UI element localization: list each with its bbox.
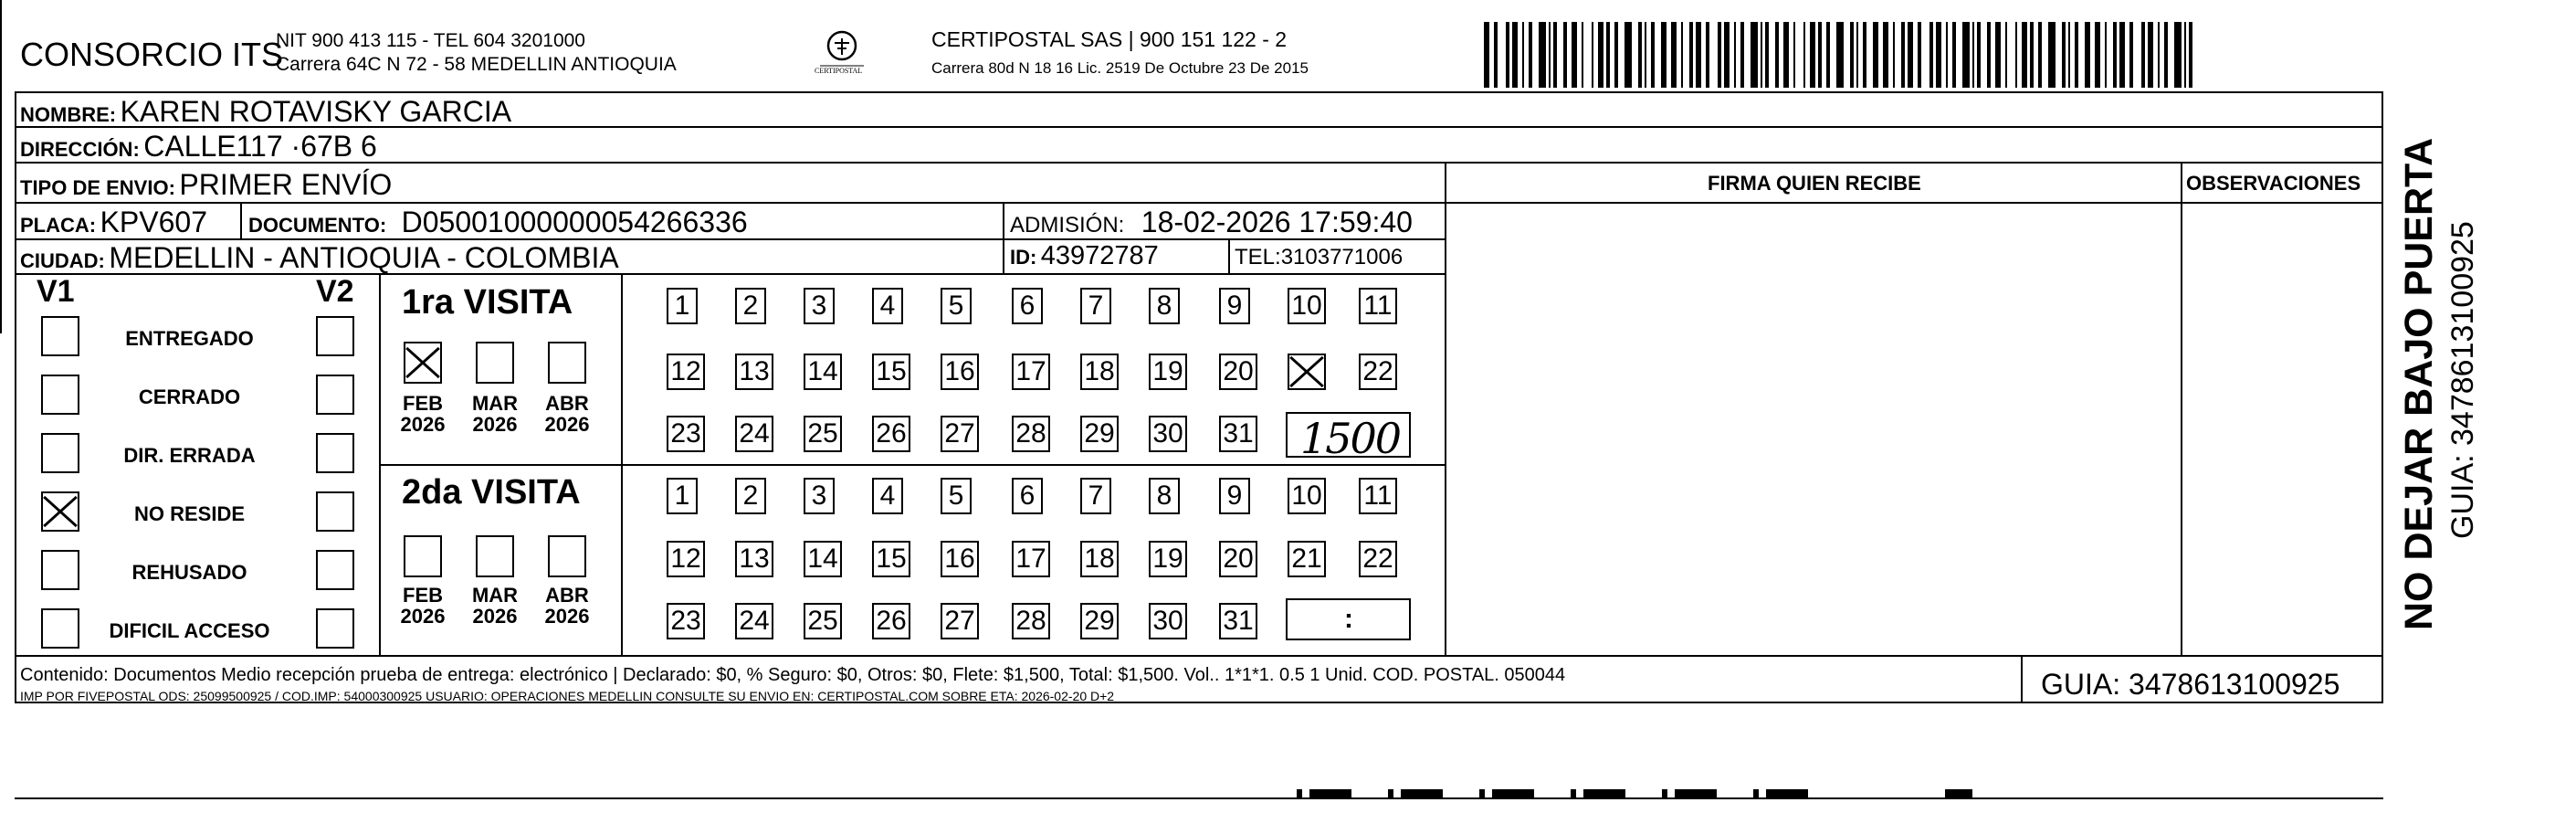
col-header-rule <box>1445 202 2383 204</box>
barcode-bar <box>1761 22 1762 88</box>
next-label-mark-2 <box>1945 789 1972 798</box>
type-row <box>20 170 392 199</box>
day-box-6[interactable]: 6 <box>1012 288 1043 324</box>
barcode-bar <box>1856 22 1858 88</box>
day-box-2[interactable]: 2 <box>735 288 766 324</box>
barcode-bar <box>1836 22 1844 88</box>
day-box-28[interactable]: 28 <box>1012 603 1050 639</box>
month-year: 2026 <box>544 413 590 437</box>
status-label: CERRADO <box>138 385 241 408</box>
admission-cell <box>1010 207 1413 237</box>
day-box-11[interactable]: 11 <box>1359 478 1397 514</box>
day-box-8[interactable]: 8 <box>1149 478 1180 514</box>
barcode-bar <box>1706 22 1709 88</box>
day-box-14[interactable]: 14 <box>804 541 842 577</box>
day-box-16[interactable]: 16 <box>941 354 979 390</box>
barcode-bar <box>2005 22 2007 88</box>
day-box-5[interactable]: 5 <box>941 478 972 514</box>
barcode-bar <box>1606 22 1610 88</box>
month-label <box>463 393 527 435</box>
barcode-bar <box>2148 22 2153 88</box>
day-box-26[interactable]: 26 <box>872 416 910 452</box>
barcode-bar <box>1803 22 1805 88</box>
day-box-15[interactable]: 15 <box>872 541 910 577</box>
day-box-5[interactable]: 5 <box>941 288 972 324</box>
barcode-bar <box>1952 22 1956 88</box>
barcode-bar <box>1783 22 1789 88</box>
day-box-15[interactable]: 15 <box>872 354 910 390</box>
barcode-bar <box>1506 22 1509 88</box>
col-rule-admission <box>1003 202 1004 273</box>
visit-divider <box>379 464 1445 466</box>
barcode-bar <box>1793 22 1795 88</box>
row-rule-3 <box>15 202 1446 204</box>
barcode-bar <box>1818 22 1822 88</box>
day-box-3[interactable]: 3 <box>804 288 835 324</box>
status-label: DIFICIL ACCESO <box>109 619 270 642</box>
barcode-bar <box>1740 22 1744 88</box>
barcode-bar <box>2075 22 2078 88</box>
month-year: 2026 <box>472 413 518 437</box>
id-value: 43972787 <box>1040 241 1159 270</box>
barcode-bar <box>1563 22 1567 88</box>
day-box-12[interactable]: 12 <box>667 541 705 577</box>
company-name: CONSORCIO ITS <box>20 36 284 73</box>
second-visit-time: : <box>1344 604 1353 634</box>
barcode-bar <box>1671 22 1677 88</box>
certipostal-logo <box>815 27 869 79</box>
day-box-18[interactable]: 18 <box>1080 354 1119 390</box>
next-label-top-rule <box>15 797 2383 799</box>
barcode-bar <box>1718 22 1721 88</box>
name-row <box>20 97 511 126</box>
city-label: CIUDAD: <box>20 249 105 272</box>
barcode-bar <box>2048 22 2056 88</box>
first-visit-label: 1ra VISITA <box>402 283 573 322</box>
day-box-22[interactable]: 22 <box>1359 354 1397 390</box>
barcode-bar <box>1972 22 1974 88</box>
day-box-9[interactable]: 9 <box>1219 288 1250 324</box>
id-cell <box>1010 243 1159 269</box>
company-line1: NIT 900 413 115 - TEL 604 3201000 <box>276 30 585 51</box>
barcode-bar <box>1901 22 1905 88</box>
col-rule-signature <box>1445 162 1446 655</box>
day-box-25[interactable]: 25 <box>804 416 842 452</box>
month-name: MAR <box>471 392 519 415</box>
barcode-bar <box>1553 22 1557 88</box>
day-box-4[interactable]: 4 <box>872 288 903 324</box>
footer-line2: IMP POR FIVEPOSTAL ODS: 25099500925 / COD.IMP: 54000300925 USUARIO: OPERACIONES MEDELLIN CONSULTE SU ENVIO EN: CERTIPOSTAL.COM SOBRE ETA: 2026-02-20 D+2 <box>20 689 1115 703</box>
barcode <box>1484 22 2205 88</box>
barcode-bar <box>1977 22 1981 88</box>
month-year: 2026 <box>400 605 446 628</box>
month-checkbox-abr[interactable] <box>548 535 586 577</box>
no-dejar-bajo-puerta: NO DEJAR BAJO PUERTA <box>2397 137 2441 630</box>
month-year: 2026 <box>544 605 590 628</box>
day-box-31[interactable]: 31 <box>1219 416 1257 452</box>
barcode-bar <box>1494 22 1498 88</box>
barcode-bar <box>1598 22 1603 88</box>
day-box-29[interactable]: 29 <box>1080 416 1119 452</box>
day-box-11[interactable]: 11 <box>1359 288 1397 324</box>
day-box-20[interactable]: 20 <box>1219 354 1257 390</box>
plate-value: KPV607 <box>100 206 207 238</box>
day-box-18[interactable]: 18 <box>1080 541 1119 577</box>
day-box-21[interactable] <box>1288 354 1326 390</box>
barcode-bar <box>2158 22 2160 88</box>
barcode-bar <box>2119 22 2125 88</box>
day-box-27[interactable]: 27 <box>941 603 979 639</box>
status-label: REHUSADO <box>131 561 247 584</box>
barcode-bar <box>1529 22 1532 88</box>
month-checkbox-mar[interactable] <box>476 342 514 384</box>
day-box-14[interactable]: 14 <box>804 354 842 390</box>
barcode-bar <box>1522 22 1524 88</box>
status-label: NO RESIDE <box>133 502 246 525</box>
barcode-bar <box>1893 22 1895 88</box>
day-box-17[interactable]: 17 <box>1012 541 1050 577</box>
second-visit-label: 2da VISITA <box>402 473 581 512</box>
month-name: FEB <box>403 584 443 607</box>
day-box-24[interactable]: 24 <box>735 603 773 639</box>
barcode-bar <box>1689 22 1693 88</box>
barcode-bar <box>2189 22 2192 88</box>
barcode-bar <box>1850 22 1854 88</box>
recipient-name: KAREN ROTAVISKY GARCIA <box>120 95 512 128</box>
day-box-10[interactable]: 10 <box>1288 478 1326 514</box>
day-box-19[interactable]: 19 <box>1149 541 1187 577</box>
barcode-bar <box>1863 22 1866 88</box>
barcode-bar <box>1734 22 1736 88</box>
barcode-bar <box>2113 22 2117 88</box>
plate-cell <box>20 207 207 237</box>
day-box-8[interactable]: 8 <box>1149 288 1180 324</box>
day-box-23[interactable]: 23 <box>667 603 705 639</box>
barcode-bar <box>2068 22 2070 88</box>
header-left-rule <box>0 0 2 333</box>
name-label: NOMBRE: <box>20 103 117 126</box>
barcode-bar <box>2164 22 2168 88</box>
side-guia: GUIA: 3478613100925 <box>2445 221 2480 539</box>
barcode-bar <box>2105 22 2107 88</box>
row-rule-4 <box>15 238 1446 240</box>
barcode-bar <box>1962 22 1970 88</box>
barcode-bar <box>1751 22 1758 88</box>
row-rule-footer <box>15 655 2383 657</box>
barcode-bar <box>2129 22 2133 88</box>
address-row <box>20 132 377 161</box>
barcode-bar <box>1918 22 1921 88</box>
barcode-bar <box>2184 22 2186 88</box>
barcode-bar <box>1873 22 1878 88</box>
barcode-bar <box>1582 22 1583 88</box>
barcode-bar <box>1681 22 1683 88</box>
barcode-bar <box>2038 22 2042 88</box>
barcode-bar <box>1995 22 2001 88</box>
barcode-bar <box>1572 22 1577 88</box>
doc-label: DOCUMENTO: <box>248 214 387 237</box>
barcode-bar <box>1661 22 1667 88</box>
day-box-1[interactable]: 1 <box>667 478 698 514</box>
tel-cell <box>1235 247 1403 269</box>
month-year: 2026 <box>472 605 518 628</box>
day-box-19[interactable]: 19 <box>1149 354 1187 390</box>
admission-label: ADMISIÓN: <box>1010 213 1125 238</box>
month-label <box>535 585 599 627</box>
day-box-23[interactable]: 23 <box>667 416 705 452</box>
status-label: ENTREGADO <box>125 327 254 350</box>
barcode-bar <box>2022 22 2027 88</box>
day-box-2[interactable]: 2 <box>735 478 766 514</box>
day-box-21[interactable]: 21 <box>1288 541 1326 577</box>
day-box-20[interactable]: 20 <box>1219 541 1257 577</box>
signature-header: FIRMA QUIEN RECIBE <box>1708 172 1921 195</box>
status-label: DIR. ERRADA <box>123 444 256 467</box>
month-name: ABR <box>545 392 589 415</box>
day-box-4[interactable]: 4 <box>872 478 903 514</box>
col-rule-doc <box>240 202 242 238</box>
city-cell <box>20 243 619 272</box>
barcode-bar <box>1638 22 1642 88</box>
day-box-6[interactable]: 6 <box>1012 478 1043 514</box>
type-label: TIPO DE ENVIO: <box>20 176 175 199</box>
month-label <box>391 393 455 435</box>
col-rule-guia <box>2021 655 2023 703</box>
barcode-bar <box>1696 22 1701 88</box>
day-box-7[interactable]: 7 <box>1080 288 1111 324</box>
barcode-bar <box>1936 22 1941 88</box>
first-visit-time: 1500 <box>1300 414 1401 463</box>
month-name: FEB <box>403 392 443 415</box>
day-box-17[interactable]: 17 <box>1012 354 1050 390</box>
logo-text: CERTIPOSTAL <box>815 67 863 75</box>
month-label <box>391 585 455 627</box>
col-rule-observations <box>2181 162 2182 655</box>
company-line2: Carrera 64C N 72 - 58 MEDELLIN ANTIOQUIA <box>276 54 677 75</box>
barcode-bar <box>1592 22 1593 88</box>
barcode-bar <box>1826 22 1830 88</box>
first-visit-time-box[interactable] <box>1286 412 1411 463</box>
barcode-bar <box>1484 22 1489 88</box>
day-box-13[interactable]: 13 <box>735 354 773 390</box>
barcode-bar <box>2141 22 2145 88</box>
day-box-26[interactable]: 26 <box>872 603 910 639</box>
v1-label: V1 <box>37 274 75 309</box>
day-box-3[interactable]: 3 <box>804 478 835 514</box>
month-checkbox-feb[interactable] <box>404 535 442 577</box>
day-box-28[interactable]: 28 <box>1012 416 1050 452</box>
recipient-address: CALLE117 ·67B 6 <box>143 130 377 163</box>
shipment-type: PRIMER ENVÍO <box>179 168 393 201</box>
barcode-bar <box>1775 22 1779 88</box>
tel-label: TEL: <box>1235 245 1281 269</box>
barcode-bar <box>1614 22 1618 88</box>
barcode-bar <box>1810 22 1815 88</box>
next-label-marks <box>1297 789 1808 798</box>
barcode-bar <box>2030 22 2034 88</box>
barcode-bar <box>1987 22 1991 88</box>
barcode-bar <box>1539 22 1546 88</box>
month-checkbox-mar[interactable] <box>476 535 514 577</box>
row-rule-top <box>15 91 2383 93</box>
month-checkbox-feb[interactable] <box>404 342 442 384</box>
day-box-9[interactable]: 9 <box>1219 478 1250 514</box>
address-label: DIRECCIÓN: <box>20 138 140 161</box>
day-box-24[interactable]: 24 <box>735 416 773 452</box>
month-checkbox-abr[interactable] <box>548 342 586 384</box>
barcode-bar <box>1549 22 1551 88</box>
barcode-bar <box>2015 22 2017 88</box>
footer-line1: Contenido: Documentos Medio recepción prueba de entrega: electrónico | Declarado: $0, % Seguro: $0, Otros: $0, Flete: $1,500, Total: $1,500. Vol.. 1*1*1. 0.5 1 Unid. COD. POSTAL. 050044 <box>20 665 1566 685</box>
doc-value: D05001000000054266336 <box>401 206 748 238</box>
month-label <box>463 585 527 627</box>
barcode-bar <box>2095 22 2100 88</box>
barcode-bar <box>1724 22 1730 88</box>
barcode-bar <box>1645 22 1646 88</box>
v2-label: V2 <box>316 274 354 309</box>
barcode-bar <box>1883 22 1888 88</box>
month-label <box>535 393 599 435</box>
carrier-line1: CERTIPOSTAL SAS | 900 151 122 - 2 <box>931 27 1288 51</box>
barcode-bar <box>1512 22 1518 88</box>
barcode-bar <box>1651 22 1655 88</box>
day-box-27[interactable]: 27 <box>941 416 979 452</box>
day-box-7[interactable]: 7 <box>1080 478 1111 514</box>
day-box-22[interactable]: 22 <box>1359 541 1397 577</box>
month-name: ABR <box>545 584 589 607</box>
barcode-bar <box>2085 22 2090 88</box>
day-box-1[interactable]: 1 <box>667 288 698 324</box>
city-value: MEDELLIN - ANTIOQUIA - COLOMBIA <box>109 241 619 274</box>
second-visit-time-box[interactable] <box>1286 598 1411 640</box>
barcode-bar <box>1946 22 1948 88</box>
admission-value: 18-02-2026 17:59:40 <box>1141 206 1413 238</box>
day-box-25[interactable]: 25 <box>804 603 842 639</box>
month-year: 2026 <box>400 413 446 437</box>
carrier-line2: Carrera 80d N 18 16 Lic. 2519 De Octubre 23 De 2015 <box>931 59 1309 77</box>
barcode-bar <box>1908 22 1913 88</box>
barcode-bar <box>1624 22 1632 88</box>
barcode-bar <box>1765 22 1769 88</box>
day-box-12[interactable]: 12 <box>667 354 705 390</box>
month-name: MAR <box>471 584 519 607</box>
footer-guia: GUIA: 3478613100925 <box>2041 668 2340 701</box>
day-box-29[interactable]: 29 <box>1080 603 1119 639</box>
tel-value: 3103771006 <box>1280 245 1404 269</box>
day-box-30[interactable]: 30 <box>1149 603 1187 639</box>
doc-cell <box>248 207 748 237</box>
barcode-bar <box>1929 22 1933 88</box>
barcode-bar <box>2062 22 2066 88</box>
col-rule-tel <box>1228 238 1230 273</box>
day-box-30[interactable]: 30 <box>1149 416 1187 452</box>
day-box-31[interactable]: 31 <box>1219 603 1257 639</box>
barcode-bar <box>2174 22 2182 88</box>
day-box-16[interactable]: 16 <box>941 541 979 577</box>
observations-header: OBSERVACIONES <box>2186 172 2361 195</box>
day-box-10[interactable]: 10 <box>1288 288 1326 324</box>
header-row <box>0 0 2576 91</box>
plate-label: PLACA: <box>20 214 97 237</box>
day-box-13[interactable]: 13 <box>735 541 773 577</box>
id-label: ID: <box>1010 246 1037 269</box>
